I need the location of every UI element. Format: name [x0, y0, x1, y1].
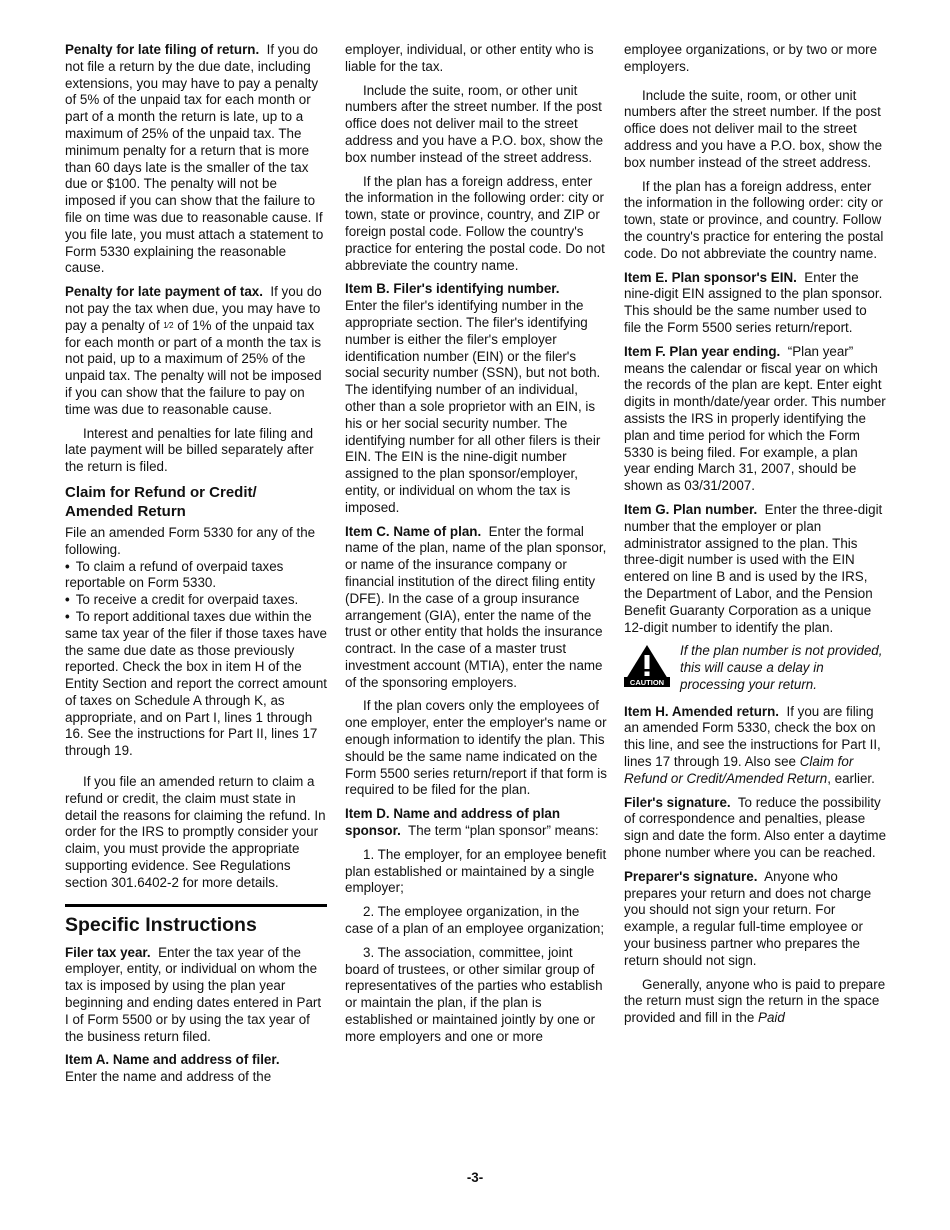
- bullet-item: • To report additional taxes due within the same tax year of the filer if those taxes have the same due date as those previously reported. Check the box in item H of the Entity Section and report the correct amount of taxes on Schedule A through K, as appropriate, and on Part I, lines 1 through 16. See the instructions for Part II, lines 17 through 19.: [65, 609, 327, 760]
- claim-refund-heading: Claim for Refund or Credit/ Amended Return: [65, 483, 257, 520]
- suite-paragraph: Include the suite, room, or other unit numbers after the street number. If the post office does not deliver mail to the street address and you have a P.O. box, show the box number instead of the street address.: [345, 82, 604, 165]
- suite-paragraph-2: Include the suite, room, or other unit numbers after the street number. If the post office does not deliver mail to the street address and you have a P.O. box, show the box number instead of the street address.: [624, 87, 883, 170]
- caution-text: If the plan number is not provided, this will cause a delay in processing your return.: [680, 643, 883, 692]
- specific-instructions-heading: Specific Instructions: [65, 913, 257, 936]
- column-2: [345, 42, 607, 1053]
- item-c-paragraph: Item C. Name of plan. Enter the formal name of the plan, name of the plan sponsor, or name of the insurance company or financial institution of the direct filing entity (DFE). In the case of a group insurance arrangement (GIA), enter the name of the trust or other entity that holds the insurance contract. In the case of a master trust investment account (MTIA), enter the name of the sponsoring employers.: [345, 523, 607, 690]
- claim-intro: File an amended Form 5330 for any of the following.: [65, 524, 316, 557]
- item-h-paragraph: Item H. Amended return. If you are filing an amended Form 5330, check the box on this line, and see the instructions for Part II, lines 17 through 19. Also see Claim for Refund or Credit/Amended Return, earlier.: [624, 703, 881, 786]
- specific-instructions-section: [65, 904, 327, 1086]
- filer-signature-paragraph: Filer's signature. To reduce the possibility of correspondence and penalties, please sign and date the form. Also enter a daytime phone number where you can be reached.: [624, 794, 887, 861]
- sponsor-def-3: 3. The association, committee, joint board of trustees, or other similar group of representatives of the parties who establish or maintain the plan, if the plan is established or maintained jointly by one or more employers and one or more: [345, 944, 603, 1044]
- page-number: -3-: [466, 1170, 484, 1185]
- amended-claim-paragraph: If you file an amended return to claim a refund or credit, the claim must state in detail the reasons for claiming the refund. In order for the IRS to promptly consider your claim, you must provide the appropriate supporting evidence. See Regulations section 301.6402-2 for more details.: [65, 774, 326, 890]
- foreign-address-paragraph: If the plan has a foreign address, enter the information in the following order: city or town, state or province, country, and ZIP or foreign postal code. Follow the country's practice for entering the postal code. Do not abbreviate the country name.: [345, 173, 605, 273]
- foreign-address-paragraph-2: If the plan has a foreign address, enter the information in the following order: city or town, state or province, and country. Follow the country's practice for entering the postal code. Do not abbreviate the country name.: [624, 178, 884, 261]
- col3-continuation: employee organizations, or by two or more employers.: [624, 42, 878, 74]
- bullet-item: • To receive a credit for overpaid taxes.: [65, 592, 327, 609]
- caution-note: [624, 643, 886, 693]
- item-g-paragraph: Item G. Plan number. Enter the three-digit number that the employer or plan administrator assigned to the plan. This three-digit number is used with the EIN entered on line B and is used by the IRS, the Department of Labor, and the Pension Benefit Guaranty Corporation as a unique 12-digit number to identify the plan.: [624, 501, 883, 635]
- sponsor-def-1: 1. The employer, for an employee benefit plan established or maintained by a single employer;: [345, 846, 607, 896]
- sponsor-def-2: 2. The employee organization, in the case of a plan of an employee organization;: [345, 904, 605, 937]
- late-filing-paragraph: Penalty for late filing of return. If you do not file a return by the due date, including extensions, you may have to pay a penalty of 5% of the unpaid tax for each month or part of a month the return is late, up to a maximum of 25% of the unpaid tax. The minimum penalty for a return that is more than 60 days late is the smaller of the tax due or $100. The penalty will not be imposed if you can show that the failure to file on time was due to reasonable cause. If you file late, you must attach a statement to Form 5330 explaining the reasonable cause.: [65, 42, 324, 276]
- column-3: [624, 42, 886, 1034]
- item-a-paragraph: Item A. Name and address of filer. Enter the name and address of the: [65, 1052, 280, 1085]
- bullet-list: [65, 559, 327, 761]
- item-e-paragraph: Item E. Plan sponsor's EIN. Enter the nine-digit EIN assigned to the plan sponsor. This should be the same number used to file the Form 5500 series return/report.: [624, 269, 883, 335]
- item-d-paragraph: Item D. Name and address of plan sponsor. The term “plan sponsor” means:: [345, 806, 599, 839]
- preparer-signature-paragraph: Preparer's signature. Anyone who prepares your return and does not charge you should not sign your return. For example, a regular full-time employee or your business partner who prepares the return should not sign.: [624, 868, 872, 968]
- item-b-paragraph: Item B. Filer's identifying number. Enter the filer's identifying number in the appropriate section. The filer's identifying number is either the filer's employer identification number (EIN) or the filer's social security number (SSN), but not both. The identifying number of an individual, other than a sole proprietor with an EIN, is his or her social security number. The identifying number for all other filers is their EIN. The EIN is the nine-digit number assigned to the plan sponsor/employer, entity, or individual on whom the tax is imposed.: [345, 281, 601, 515]
- paid-preparer-paragraph: Generally, anyone who is paid to prepare the return must sign the return in the space provided and fill in the Paid: [624, 976, 886, 1026]
- col2-continuation: employer, individual, or other entity who is liable for the tax.: [345, 42, 594, 74]
- column-1: [65, 42, 327, 1093]
- interest-paragraph: Interest and penalties for late filing and late payment will be billed separately after the return is filed.: [65, 425, 314, 475]
- caution-icon: [624, 643, 670, 692]
- caution-label: CAUTION: [629, 678, 665, 688]
- single-employer-paragraph: If the plan covers only the employees of one employer, enter the employer's name or enough information to identify the plan. This should be the same name indicated on the Form 5500 series return/report if that form is required to be filed for the plan.: [345, 698, 607, 798]
- filer-tax-year-paragraph: Filer tax year. Enter the tax year of the employer, entity, or individual on whom the tax is imposed by using the plan year beginning and ending dates entered in Part I of Form 5500 or by using the tax year of the business return filed.: [65, 944, 322, 1044]
- late-payment-paragraph: Penalty for late payment of tax. If you do not pay the tax when due, you may have to pay a penalty of $^{1⁄2}$ of 1% of the unpaid tax for each month or part of a month the tax is not paid, up to a maximum of 25% of the unpaid tax. The penalty will not be imposed if you can show that the failure to pay on time was due to reasonable cause.: [65, 284, 322, 417]
- bullet-item: • To claim a refund of overpaid taxes reportable on Form 5330.: [65, 559, 327, 593]
- item-f-paragraph: Item F. Plan year ending. “Plan year” means the calendar or fiscal year on which the records of the plan are kept. Enter eight digits in month/date/year order. This number assists the IRS in properly identifying the plan and time period for which the Form 5330 is being filed. For example, a plan year ending March 31, 2007, should be shown as 03/31/2007.: [624, 343, 886, 494]
